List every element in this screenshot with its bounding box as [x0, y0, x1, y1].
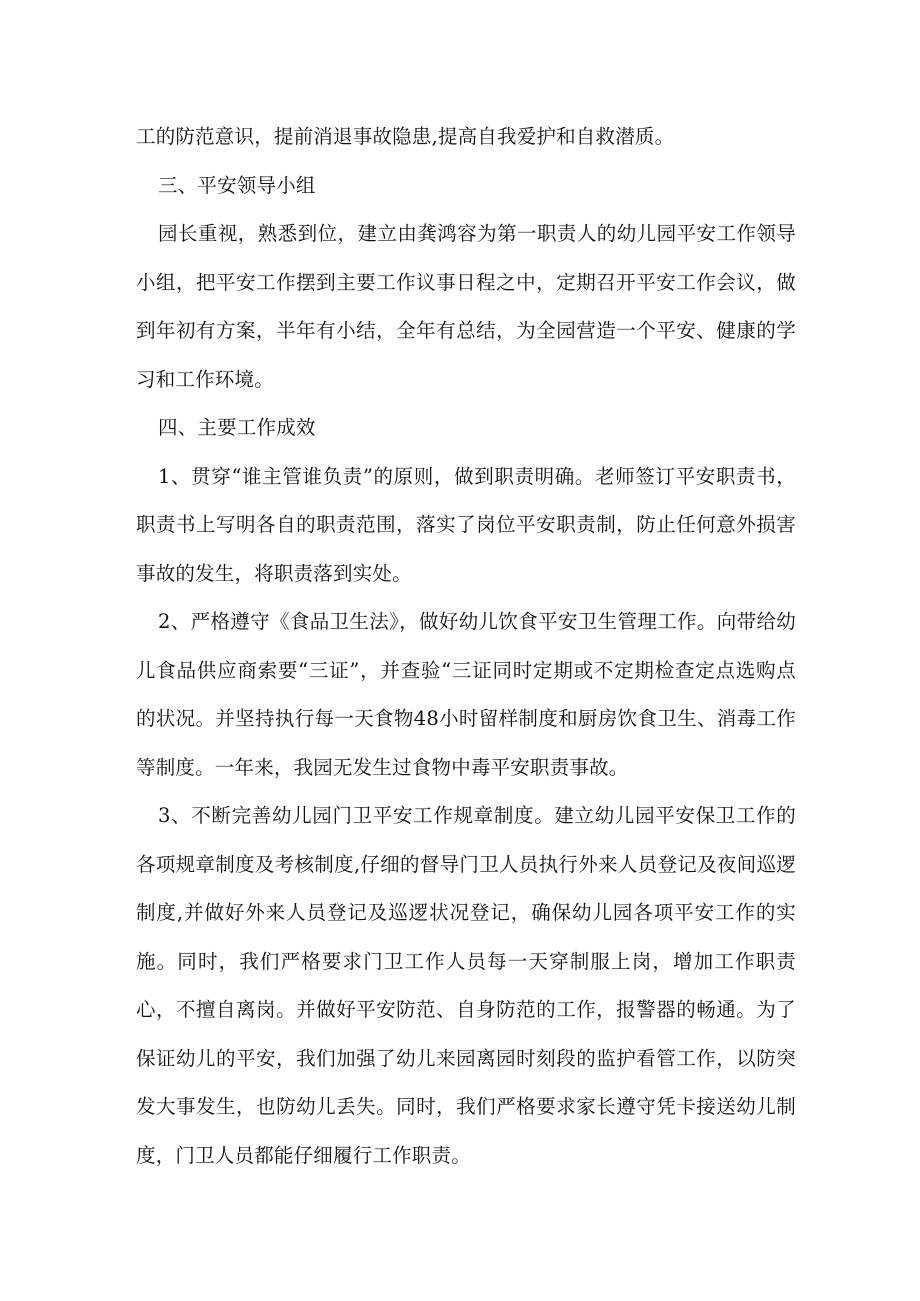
paragraph-item-3: 3、不断完善幼儿园门卫平安工作规章制度。建立幼儿园平安保卫工作的各项规章制度及考核制度,仔细的督导门卫人员执行外来人员登记及夜间巡逻制度,并做好外来人员登记及巡逻状况登记，确保幼儿园各项平安工作的实施。同时，我们严格要求门卫工作人员每一天穿制服上岗，增加工作职责心，不擅自离岗。并做好平安防范、自身防范的工作，报警器的畅通。为了保证幼儿的平安，我们加强了幼儿来园离园时刻段的监护看管工作，以防突发大事发生，也防幼儿丢失。同时，我们严格要求家长遵守凭卡接送幼儿制度，门卫人员都能仔细履行工作职责。: [136, 804, 796, 1167]
paragraph-continuation: 工的防范意识，提前消退事故隐患,提高自我爱护和自救潜质。: [136, 125, 675, 148]
section-heading-safety-leadership-group: 三、平安领导小组: [158, 173, 316, 197]
paragraph-item-1: 1、贯穿“谁主管谁负责”的原则，做到职责明确。老师签订平安职责书，职责书上写明各自的职责范围，落实了岗位平安职责制，防止任何意外损害事故的发生，将职责落到实处。: [136, 464, 796, 585]
section-heading-main-achievements: 四、主要工作成效: [158, 416, 316, 439]
document-body: [136, 113, 796, 1180]
paragraph-leadership: 园长重视，熟悉到位，建立由龚鸿容为第一职责人的幼儿园平安工作领导小组，把平安工作摆到主要工作议事日程之中，定期召开平安工作会议，做到年初有方案，半年有小结，全年有总结，为全园营造一个平安、健康的学习和工作环境。: [136, 222, 796, 391]
paragraph-item-2: 2、严格遵守《食品卫生法》，做好幼儿饮食平安卫生管理工作。向带给幼儿食品供应商索要“三证”，并查验“三证同时定期或不定期检查定点选购点的状况。并坚持执行每一天食物48小时留样制度和厨房饮食卫生、消毒工作等制度。一年来，我园无发生过食物中毒平安职责事故。: [136, 610, 796, 779]
